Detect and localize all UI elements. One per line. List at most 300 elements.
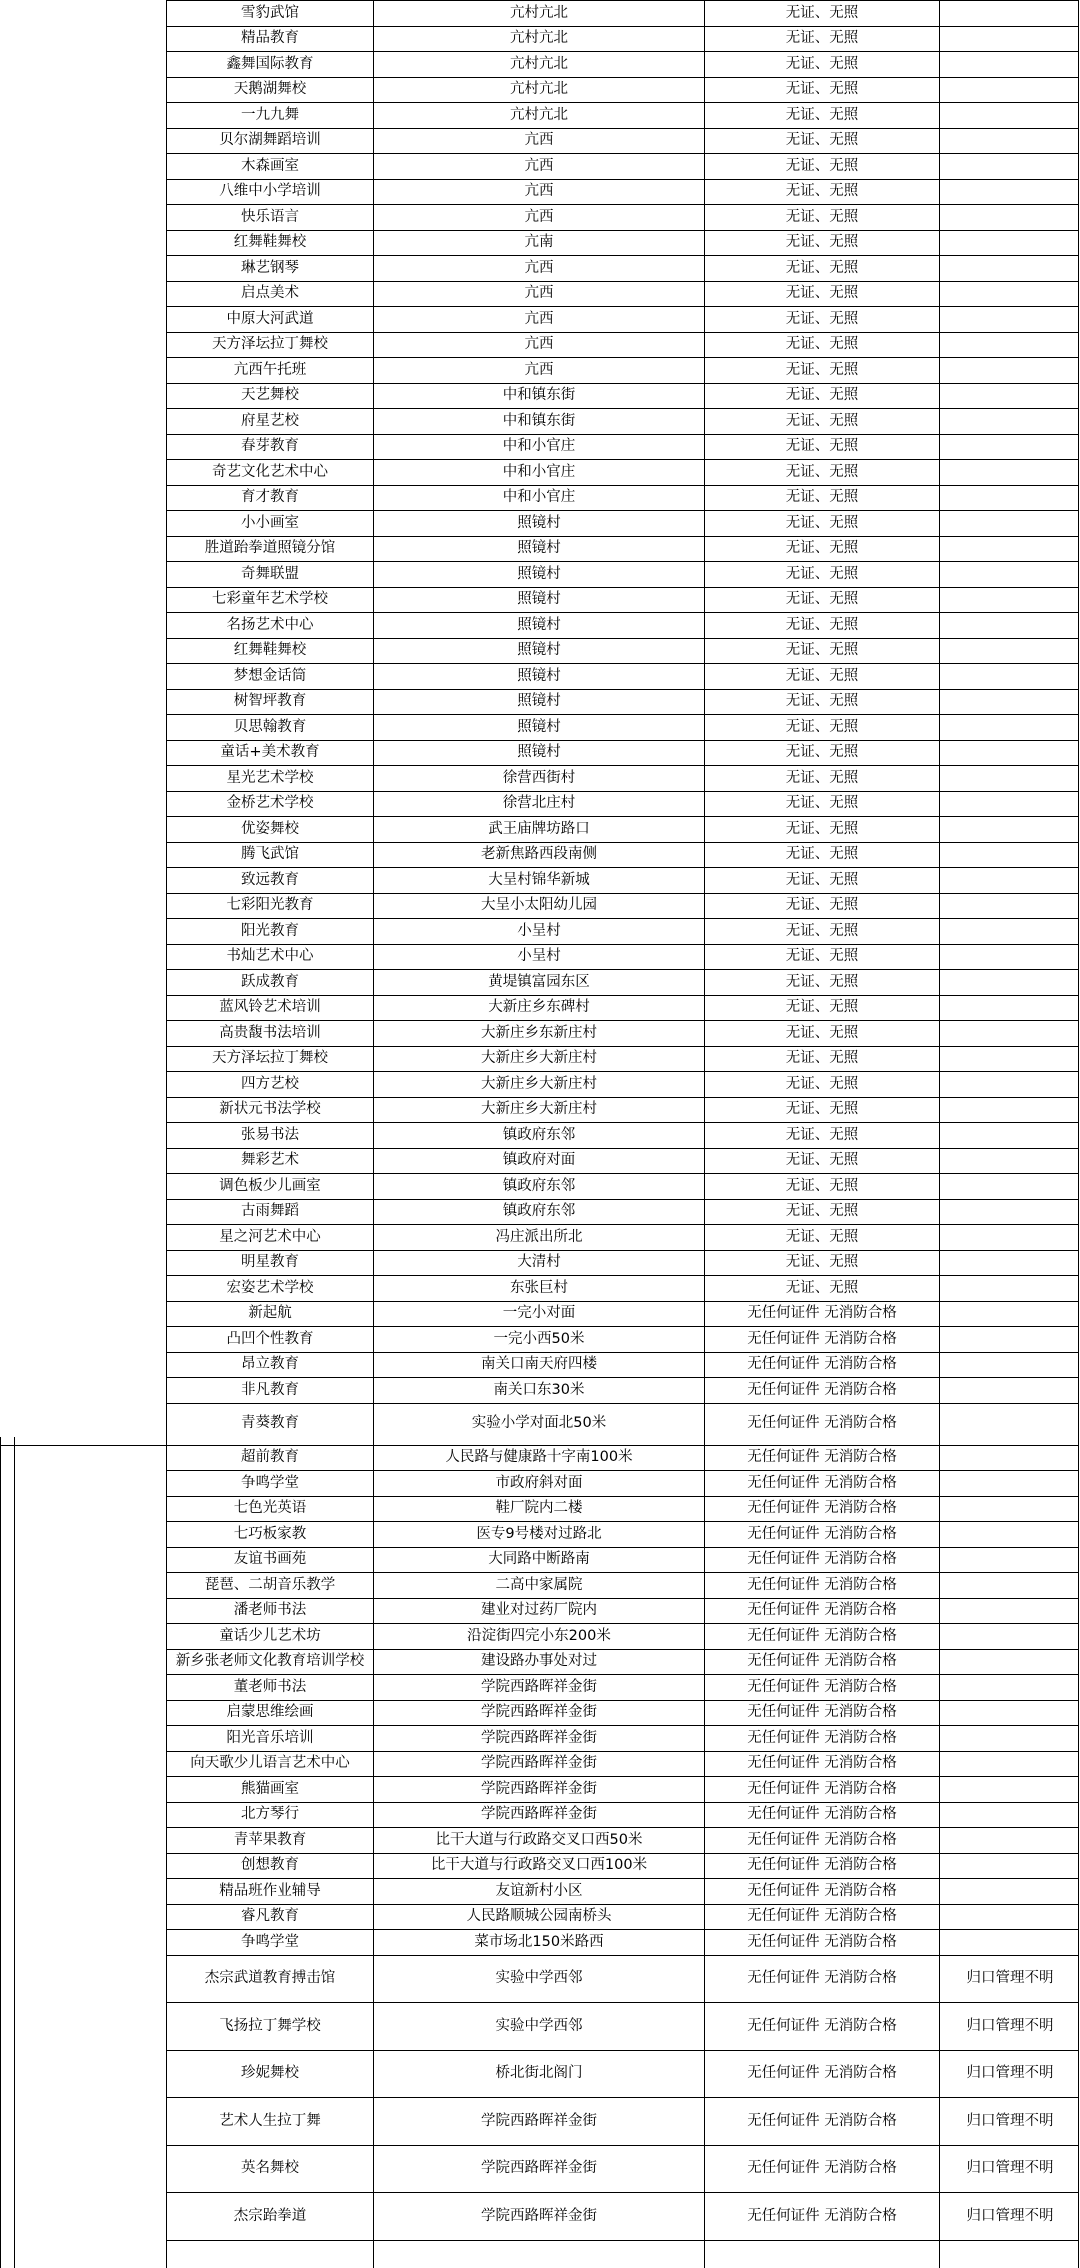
certificate-status: 无证、无照 bbox=[785, 489, 859, 505]
management-note bbox=[940, 867, 1080, 893]
institution-name: 飞扬拉丁舞学校 bbox=[219, 2017, 321, 2034]
column-divider bbox=[166, 0, 167, 2268]
management-note bbox=[940, 842, 1080, 868]
institution-address: 一完小西50米 bbox=[493, 1330, 585, 1347]
institution-name: 新乡张老师文化教育培训学校 bbox=[175, 1653, 365, 1669]
institution-address: 大新庄乡大新庄村 bbox=[481, 1101, 597, 1117]
institution-address: 学院西路晖祥金街 bbox=[481, 2207, 597, 2224]
certificate-status: 无证、无照 bbox=[785, 999, 859, 1015]
institution-address: 大新庄乡东新庄村 bbox=[481, 1024, 597, 1041]
management-note bbox=[940, 1623, 1080, 1649]
certificate-status: 无证、无照 bbox=[785, 310, 859, 327]
table-row bbox=[0, 2050, 1080, 2098]
institution-name: 四方艺校 bbox=[241, 1075, 299, 1092]
management-note bbox=[940, 1071, 1080, 1097]
table-row bbox=[0, 1250, 1080, 1276]
institution-address: 徐营北庄村 bbox=[502, 795, 576, 811]
table-row bbox=[0, 1377, 1080, 1403]
table-row bbox=[0, 1751, 1080, 1777]
certificate-status: 无证、无照 bbox=[785, 55, 859, 72]
certificate-status: 无任何证件 无消防合格 bbox=[747, 1551, 897, 1567]
table-row bbox=[0, 893, 1080, 919]
certificate-status: 无证、无照 bbox=[785, 208, 859, 225]
institution-address: 黄堤镇富园东区 bbox=[488, 973, 590, 990]
management-note bbox=[940, 765, 1080, 791]
institution-name: 艺术人生拉丁舞 bbox=[219, 2112, 321, 2129]
management-note bbox=[940, 1878, 1080, 1904]
table-row bbox=[0, 255, 1080, 281]
certificate-status: 无任何证件 无消防合格 bbox=[747, 1755, 897, 1771]
certificate-status: 无证、无照 bbox=[785, 897, 859, 913]
table-row bbox=[0, 1827, 1080, 1853]
management-note bbox=[940, 255, 1080, 281]
management-note bbox=[940, 77, 1080, 103]
institution-address: 南关口东30米 bbox=[493, 1381, 585, 1398]
table-row bbox=[0, 204, 1080, 230]
institution-name: 腾飞武馆 bbox=[241, 846, 299, 862]
institution-name: 琳艺钢琴 bbox=[241, 259, 299, 276]
certificate-status: 无任何证件 无消防合格 bbox=[747, 1330, 897, 1347]
institution-address: 学院西路晖祥金街 bbox=[481, 2160, 597, 2176]
table-row bbox=[0, 1802, 1080, 1828]
management-note bbox=[940, 1598, 1080, 1624]
table-row bbox=[0, 1649, 1080, 1675]
table-row bbox=[0, 26, 1080, 52]
institution-address: 亢南 bbox=[524, 234, 554, 250]
merged-cell-divider bbox=[14, 1437, 15, 2268]
management-note bbox=[940, 536, 1080, 562]
institution-address: 桥北街北阁门 bbox=[495, 2065, 583, 2081]
institution-address: 镇政府东邻 bbox=[502, 1177, 576, 1194]
institution-name: 八维中小学培训 bbox=[219, 183, 321, 199]
certificate-status: 无任何证件 无消防合格 bbox=[747, 1806, 897, 1822]
management-note: 归口管理不明 bbox=[966, 2207, 1054, 2224]
management-note bbox=[940, 1097, 1080, 1123]
institution-name: 向天歌少儿语言艺术中心 bbox=[190, 1755, 350, 1771]
institution-address: 大新庄乡大新庄村 bbox=[481, 1075, 597, 1092]
table-row bbox=[0, 1148, 1080, 1174]
management-note bbox=[940, 1470, 1080, 1496]
management-note: 归口管理不明 bbox=[966, 2017, 1054, 2034]
institution-name: 木森画室 bbox=[241, 157, 299, 174]
table-row bbox=[0, 1929, 1080, 1955]
certificate-status: 无任何证件 无消防合格 bbox=[747, 1449, 897, 1465]
institution-address: 比干大道与行政路交叉口西50米 bbox=[435, 1831, 643, 1848]
table-row bbox=[0, 281, 1080, 307]
institution-address: 学院西路晖祥金街 bbox=[481, 1678, 597, 1695]
institution-address: 照镜村 bbox=[517, 642, 561, 658]
management-note: 归口管理不明 bbox=[966, 1970, 1054, 1986]
institution-name: 潘老师书法 bbox=[233, 1602, 307, 1618]
certificate-status: 无证、无照 bbox=[785, 412, 859, 429]
table-row bbox=[0, 434, 1080, 460]
institution-name: 梦想金话筒 bbox=[233, 667, 307, 684]
column-divider bbox=[704, 0, 705, 2268]
institution-address: 实验中学西邻 bbox=[495, 1970, 583, 1986]
certificate-status: 无证、无照 bbox=[785, 1152, 859, 1168]
institution-name: 天方泽坛拉丁舞校 bbox=[212, 1050, 328, 1066]
table-row bbox=[0, 306, 1080, 332]
institution-name: 金桥艺术学校 bbox=[226, 795, 314, 811]
management-note bbox=[940, 1929, 1080, 1955]
institution-name: 奇艺文化艺术中心 bbox=[212, 463, 328, 480]
management-note bbox=[940, 1572, 1080, 1598]
institution-name: 雪豹武馆 bbox=[241, 4, 299, 21]
management-note bbox=[940, 1352, 1080, 1378]
institution-name: 明星教育 bbox=[241, 1254, 299, 1270]
institution-name: 红舞鞋舞校 bbox=[233, 234, 307, 250]
management-note bbox=[940, 357, 1080, 383]
management-note bbox=[940, 459, 1080, 485]
management-note bbox=[940, 485, 1080, 511]
certificate-status: 无任何证件 无消防合格 bbox=[747, 1415, 897, 1432]
institution-name: 名扬艺术中心 bbox=[226, 616, 314, 633]
institution-name: 胜道跆拳道照镜分馆 bbox=[204, 540, 336, 556]
institution-address: 小呈村 bbox=[517, 922, 561, 939]
institution-name: 舞彩艺术 bbox=[241, 1152, 299, 1168]
institution-name: 珍妮舞校 bbox=[241, 2065, 299, 2081]
table-row bbox=[0, 1445, 1080, 1471]
table-row bbox=[0, 2145, 1080, 2193]
certificate-status: 无证、无照 bbox=[785, 157, 859, 174]
institution-address: 照镜村 bbox=[517, 514, 561, 531]
management-note bbox=[940, 1674, 1080, 1700]
management-note bbox=[940, 51, 1080, 77]
table-row bbox=[0, 714, 1080, 740]
management-note bbox=[940, 1853, 1080, 1879]
institution-name: 新起航 bbox=[248, 1305, 292, 1321]
table-row bbox=[0, 51, 1080, 77]
management-note bbox=[940, 179, 1080, 205]
institution-name: 鑫舞国际教育 bbox=[226, 55, 314, 72]
table-row bbox=[0, 383, 1080, 409]
institution-name: 童话+美术教育 bbox=[220, 744, 320, 760]
institution-name: 优姿舞校 bbox=[241, 820, 299, 837]
certificate-status: 无证、无照 bbox=[785, 106, 859, 123]
institution-address: 鞋厂院内二楼 bbox=[495, 1500, 583, 1516]
institution-address: 亢村亢北 bbox=[510, 30, 568, 46]
management-note bbox=[940, 1224, 1080, 1250]
table-row bbox=[0, 1224, 1080, 1250]
table-row bbox=[0, 1496, 1080, 1522]
institution-name: 树智坪教育 bbox=[233, 693, 307, 709]
institution-name: 精品教育 bbox=[241, 30, 299, 46]
certificate-status: 无证、无照 bbox=[785, 616, 859, 633]
institution-address: 市政府斜对面 bbox=[495, 1474, 583, 1491]
management-note bbox=[940, 1649, 1080, 1675]
certificate-status: 无证、无照 bbox=[785, 81, 859, 97]
table-row bbox=[0, 153, 1080, 179]
institution-name: 育才教育 bbox=[241, 489, 299, 505]
management-note bbox=[940, 1377, 1080, 1403]
management-note bbox=[940, 1148, 1080, 1174]
table-row bbox=[0, 944, 1080, 970]
institution-name: 英名舞校 bbox=[241, 2160, 299, 2176]
row-border bbox=[166, 2240, 1079, 2241]
institution-address: 大呈村锦华新城 bbox=[488, 871, 590, 888]
table-row bbox=[0, 128, 1080, 154]
management-note bbox=[940, 612, 1080, 638]
institution-address: 照镜村 bbox=[517, 667, 561, 684]
institution-name: 青苹果教育 bbox=[233, 1831, 307, 1848]
institution-name: 宏姿艺术学校 bbox=[226, 1279, 314, 1296]
management-note bbox=[940, 383, 1080, 409]
certificate-status: 无任何证件 无消防合格 bbox=[747, 1704, 897, 1720]
institution-address: 中和镇东街 bbox=[502, 412, 576, 429]
institution-name: 贝尔湖舞蹈培训 bbox=[219, 132, 321, 148]
institution-name: 董老师书法 bbox=[233, 1678, 307, 1695]
table-row bbox=[0, 918, 1080, 944]
certificate-status: 无证、无照 bbox=[785, 540, 859, 556]
management-note bbox=[940, 1173, 1080, 1199]
institution-address: 亢西 bbox=[524, 157, 554, 174]
table-row bbox=[0, 740, 1080, 766]
institution-name: 杰宗跆拳道 bbox=[233, 2207, 307, 2224]
institution-name: 七色光英语 bbox=[233, 1500, 307, 1516]
management-note bbox=[940, 638, 1080, 664]
institution-address: 照镜村 bbox=[517, 744, 561, 760]
management-note bbox=[940, 689, 1080, 715]
management-note bbox=[940, 561, 1080, 587]
management-note bbox=[940, 434, 1080, 460]
institution-address: 亢西 bbox=[524, 183, 554, 199]
certificate-status: 无任何证件 无消防合格 bbox=[747, 2160, 897, 2176]
institution-address: 亢村亢北 bbox=[510, 55, 568, 72]
table-row bbox=[0, 1853, 1080, 1879]
management-note bbox=[940, 995, 1080, 1021]
institution-address: 东张巨村 bbox=[510, 1279, 568, 1296]
table-row bbox=[0, 1674, 1080, 1700]
certificate-status: 无任何证件 无消防合格 bbox=[747, 1933, 897, 1950]
table-row bbox=[0, 1878, 1080, 1904]
institution-name: 新状元书法学校 bbox=[219, 1101, 321, 1117]
institution-address: 建设路办事处对过 bbox=[481, 1653, 597, 1669]
table-row bbox=[0, 1623, 1080, 1649]
management-note bbox=[940, 1445, 1080, 1471]
management-note bbox=[940, 1199, 1080, 1225]
management-note bbox=[940, 1046, 1080, 1072]
institution-name: 杰宗武道教育搏击馆 bbox=[204, 1970, 336, 1986]
certificate-status: 无任何证件 无消防合格 bbox=[747, 1908, 897, 1924]
table-row bbox=[0, 77, 1080, 103]
institution-name: 争鸣学堂 bbox=[241, 1474, 299, 1491]
certificate-status: 无证、无照 bbox=[785, 336, 859, 352]
table-row bbox=[0, 765, 1080, 791]
institution-address: 冯庄派出所北 bbox=[495, 1228, 583, 1245]
institution-name: 天艺舞校 bbox=[241, 387, 299, 403]
certificate-status: 无证、无照 bbox=[785, 1228, 859, 1245]
table-row bbox=[0, 1521, 1080, 1547]
institution-name: 北方琴行 bbox=[241, 1806, 299, 1822]
certificate-status: 无任何证件 无消防合格 bbox=[747, 1780, 897, 1797]
certificate-status: 无任何证件 无消防合格 bbox=[747, 1525, 897, 1542]
institution-name: 亢西午托班 bbox=[233, 361, 307, 378]
institution-address: 武王庙牌坊路口 bbox=[488, 820, 590, 837]
management-note bbox=[940, 969, 1080, 995]
institution-name: 天方泽坛拉丁舞校 bbox=[212, 336, 328, 352]
institution-name: 睿凡教育 bbox=[241, 1908, 299, 1924]
table-row bbox=[0, 459, 1080, 485]
institution-address: 亢村亢北 bbox=[510, 106, 568, 123]
management-note bbox=[940, 1827, 1080, 1853]
management-note bbox=[940, 944, 1080, 970]
institution-address: 实验小学对面北50米 bbox=[471, 1415, 607, 1432]
column-divider bbox=[939, 0, 940, 2268]
institution-address: 大新庄乡东碑村 bbox=[488, 999, 590, 1015]
table-row bbox=[0, 1097, 1080, 1123]
certificate-status: 无证、无照 bbox=[785, 132, 859, 148]
table-row bbox=[0, 969, 1080, 995]
table-row bbox=[0, 408, 1080, 434]
certificate-status: 无任何证件 无消防合格 bbox=[747, 1602, 897, 1618]
table-row bbox=[0, 638, 1080, 664]
institution-address: 中和镇东街 bbox=[502, 387, 576, 403]
management-note bbox=[940, 1547, 1080, 1573]
certificate-status: 无证、无照 bbox=[785, 591, 859, 607]
management-note bbox=[940, 153, 1080, 179]
institution-address: 亢西 bbox=[524, 310, 554, 327]
certificate-status: 无任何证件 无消防合格 bbox=[747, 1381, 897, 1398]
institution-name: 超前教育 bbox=[241, 1449, 299, 1465]
certificate-status: 无证、无照 bbox=[785, 1050, 859, 1066]
management-note bbox=[940, 1496, 1080, 1522]
certificate-status: 无证、无照 bbox=[785, 234, 859, 250]
column-divider bbox=[373, 0, 374, 2268]
certificate-status: 无任何证件 无消防合格 bbox=[747, 1729, 897, 1746]
institution-address: 大呈小太阳幼儿园 bbox=[481, 897, 597, 913]
institution-address: 学院西路晖祥金街 bbox=[481, 1806, 597, 1822]
table-row bbox=[0, 1071, 1080, 1097]
table-row bbox=[0, 1700, 1080, 1726]
management-note bbox=[940, 714, 1080, 740]
institution-name: 春芽教育 bbox=[241, 438, 299, 454]
institution-name: 星光艺术学校 bbox=[226, 769, 314, 786]
certificate-status: 无证、无照 bbox=[785, 1203, 859, 1219]
certificate-status: 无证、无照 bbox=[785, 1279, 859, 1296]
institution-name: 昂立教育 bbox=[241, 1356, 299, 1372]
institution-name: 调色板少儿画室 bbox=[219, 1177, 321, 1194]
institution-address: 学院西路晖祥金街 bbox=[481, 1729, 597, 1746]
management-note bbox=[940, 1020, 1080, 1046]
institution-address: 镇政府对面 bbox=[502, 1152, 576, 1168]
institution-address: 南关口南天府四楼 bbox=[481, 1356, 597, 1372]
table-row bbox=[0, 1199, 1080, 1225]
table-row bbox=[0, 230, 1080, 256]
institution-name: 一九九舞 bbox=[241, 106, 299, 123]
institution-address: 亢西 bbox=[524, 336, 554, 352]
certificate-status: 无证、无照 bbox=[785, 387, 859, 403]
institution-name: 跃成教育 bbox=[241, 973, 299, 990]
institution-address: 医专9号楼对过路北 bbox=[476, 1525, 602, 1542]
table-row bbox=[0, 995, 1080, 1021]
institution-name: 府星艺校 bbox=[241, 412, 299, 429]
table-row bbox=[0, 816, 1080, 842]
certificate-status: 无任何证件 无消防合格 bbox=[747, 2017, 897, 2034]
institution-address: 中和小官庄 bbox=[502, 489, 576, 505]
certificate-status: 无任何证件 无消防合格 bbox=[747, 1474, 897, 1491]
management-note bbox=[940, 1403, 1080, 1445]
certificate-status: 无证、无照 bbox=[785, 4, 859, 21]
certificate-status: 无任何证件 无消防合格 bbox=[747, 2207, 897, 2224]
table-row bbox=[0, 510, 1080, 536]
table-row bbox=[0, 791, 1080, 817]
institution-name: 快乐语言 bbox=[241, 208, 299, 225]
certificate-status: 无任何证件 无消防合格 bbox=[747, 1970, 897, 1986]
table-row bbox=[0, 561, 1080, 587]
certificate-status: 无证、无照 bbox=[785, 285, 859, 301]
table-row bbox=[0, 485, 1080, 511]
certificate-status: 无证、无照 bbox=[785, 463, 859, 480]
certificate-status: 无证、无照 bbox=[785, 693, 859, 709]
certificate-status: 无任何证件 无消防合格 bbox=[747, 2065, 897, 2081]
table-row bbox=[0, 1173, 1080, 1199]
institution-name: 友谊书画苑 bbox=[233, 1551, 307, 1567]
certificate-status: 无证、无照 bbox=[785, 1024, 859, 1041]
management-note bbox=[940, 102, 1080, 128]
institution-name: 琵琶、二胡音乐教学 bbox=[204, 1576, 336, 1593]
management-note bbox=[940, 26, 1080, 52]
table-row bbox=[0, 1046, 1080, 1072]
institution-address: 亢村亢北 bbox=[510, 4, 568, 21]
institution-address: 人民路与健康路十字南100米 bbox=[445, 1449, 633, 1465]
institution-address: 比干大道与行政路交叉口西100米 bbox=[430, 1857, 648, 1873]
table-row bbox=[0, 102, 1080, 128]
management-note bbox=[940, 1275, 1080, 1301]
institution-address: 学院西路晖祥金街 bbox=[481, 2112, 597, 2129]
management-note bbox=[940, 281, 1080, 307]
institution-name: 星之河艺术中心 bbox=[219, 1228, 321, 1245]
certificate-status: 无任何证件 无消防合格 bbox=[747, 1627, 897, 1644]
table-left-border bbox=[0, 1437, 1, 2268]
institution-name: 创想教育 bbox=[241, 1857, 299, 1873]
management-note bbox=[940, 740, 1080, 766]
management-note bbox=[940, 1250, 1080, 1276]
certificate-status: 无证、无照 bbox=[785, 1126, 859, 1143]
institution-address: 镇政府东邻 bbox=[502, 1203, 576, 1219]
management-note bbox=[940, 1122, 1080, 1148]
table-row bbox=[0, 612, 1080, 638]
management-note bbox=[940, 663, 1080, 689]
table-row bbox=[0, 587, 1080, 613]
table-row bbox=[0, 842, 1080, 868]
management-note bbox=[940, 332, 1080, 358]
table-row bbox=[0, 1275, 1080, 1301]
certificate-status: 无证、无照 bbox=[785, 795, 859, 811]
institution-address: 人民路顺城公园南桥头 bbox=[466, 1908, 612, 1924]
institution-name: 高贵馥书法培训 bbox=[219, 1024, 321, 1041]
institution-address: 建业对过药厂院内 bbox=[481, 1602, 597, 1618]
management-note bbox=[940, 816, 1080, 842]
table-row bbox=[0, 1955, 1080, 2003]
certificate-status: 无证、无照 bbox=[785, 718, 859, 735]
certificate-status: 无证、无照 bbox=[785, 922, 859, 939]
table-row bbox=[0, 1572, 1080, 1598]
management-note bbox=[940, 893, 1080, 919]
table-right-border bbox=[1078, 0, 1079, 2268]
certificate-status: 无证、无照 bbox=[785, 183, 859, 199]
certificate-status: 无证、无照 bbox=[785, 846, 859, 862]
table-row bbox=[0, 1904, 1080, 1930]
certificate-status: 无证、无照 bbox=[785, 438, 859, 454]
institution-name: 书灿艺术中心 bbox=[226, 948, 314, 964]
management-note bbox=[940, 1521, 1080, 1547]
management-note bbox=[940, 1776, 1080, 1802]
certificate-status: 无任何证件 无消防合格 bbox=[747, 1857, 897, 1873]
table-row bbox=[0, 2002, 1080, 2050]
institution-address: 二高中家属院 bbox=[495, 1576, 583, 1593]
certificate-status: 无证、无照 bbox=[785, 259, 859, 276]
table-row bbox=[0, 0, 1080, 26]
